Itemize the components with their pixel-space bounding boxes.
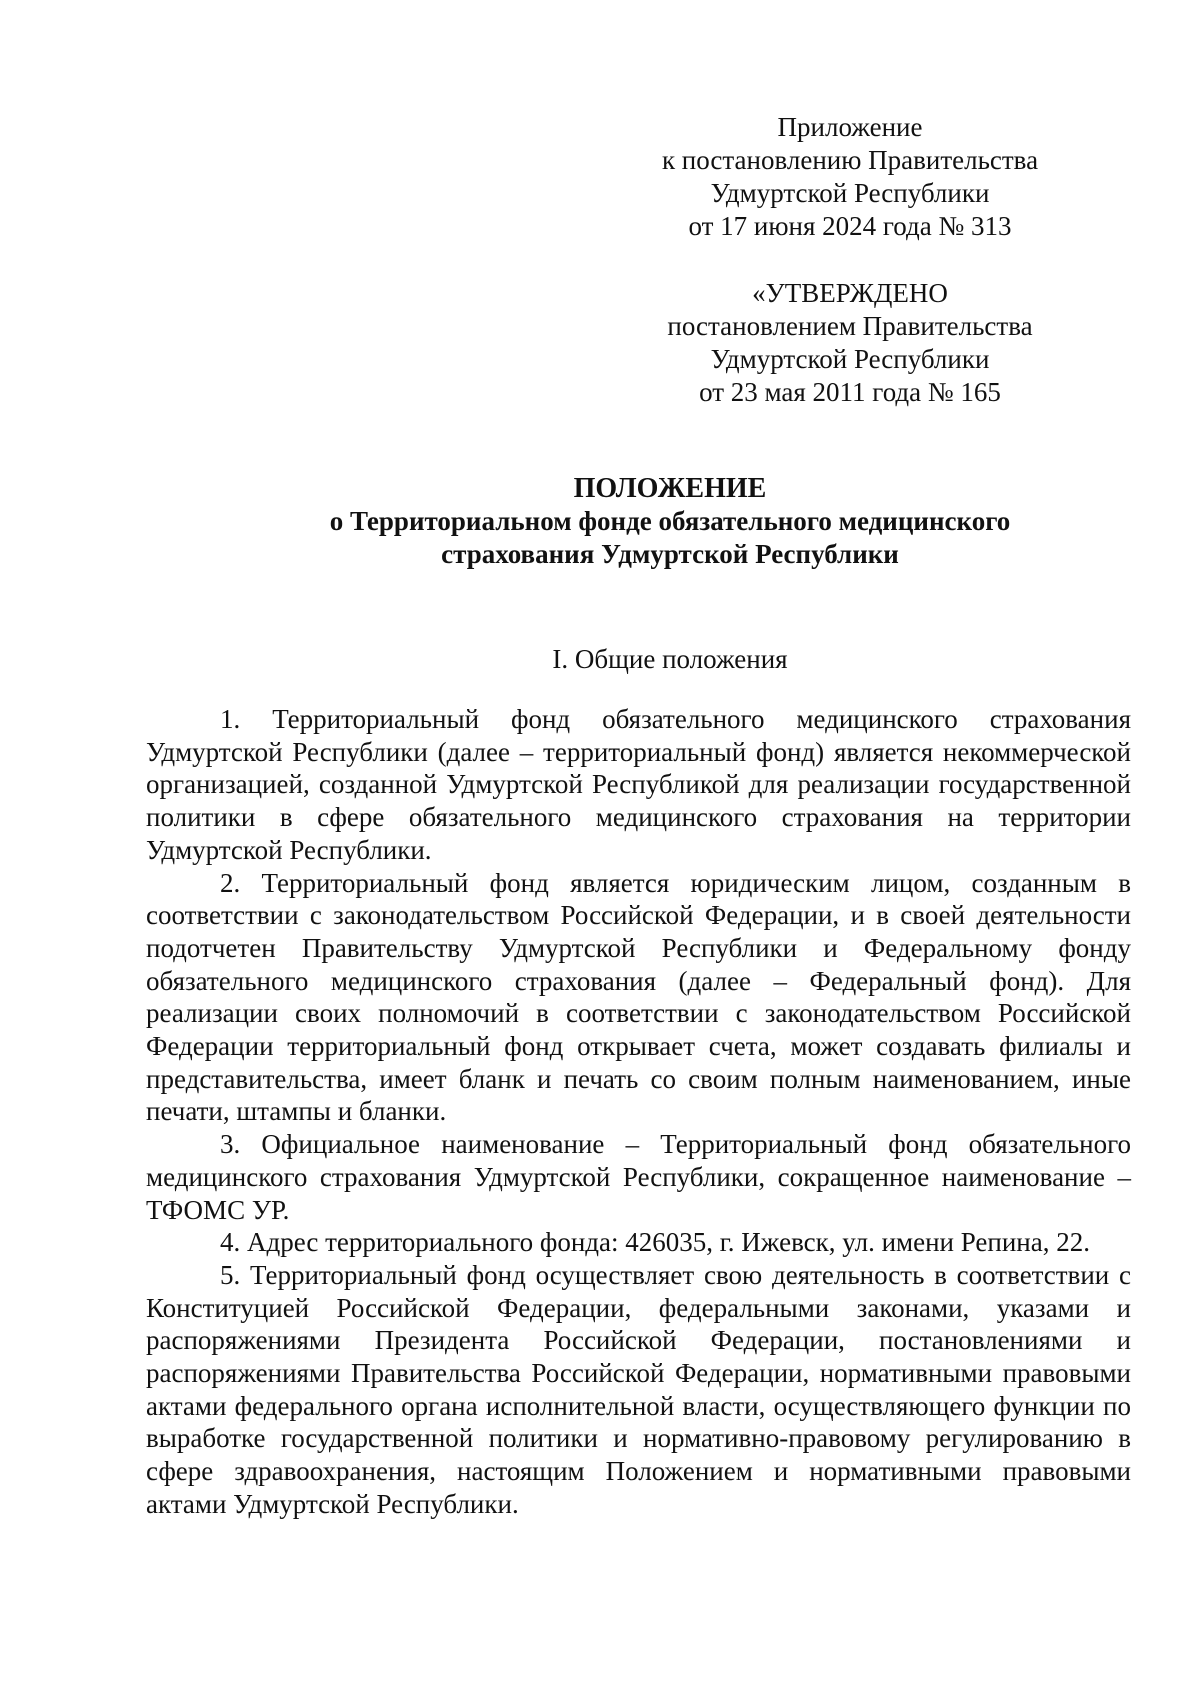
section-heading: I. Общие положения (552, 644, 788, 674)
appendix-line: от 17 июня 2024 года № 313 (688, 211, 1012, 241)
title-main: ПОЛОЖЕНИЕ (573, 473, 767, 504)
section-body (146, 703, 1131, 1521)
paragraph-4: 4. Адрес территориального фонда: 426035, г. Ижевск, ул. имени Репина, 22. (220, 1227, 1090, 1258)
appendix-line: Приложение (777, 112, 923, 142)
title-line: о Территориальном фонде обязательного медицинского (329, 506, 1011, 536)
approved-line: от 23 мая 2011 года № 165 (699, 377, 1001, 407)
paragraph-3: 3. Официальное наименование – Территориальный фонд обязательного медицинского страхования Удмуртской Республики, сокращенное наименование – ТФОМС УР. (146, 1129, 1131, 1225)
approved-line: Удмуртской Республики (710, 344, 990, 374)
paragraph-1: 1. Территориальный фонд обязательного медицинского страхования Удмуртской Республики (далее – территориальный фонд) является некоммерческой организацией, созданной Удмуртской Республикой для реализации государственной политики в сфере обязательного медицинского страхования на территории Удмуртской Республики. (146, 704, 1131, 865)
appendix-block (620, 111, 1080, 243)
appendix-line: Удмуртской Республики (710, 178, 990, 208)
paragraph-5: 5. Территориальный фонд осуществляет свою деятельность в соответствии с Конституцией Российской Федерации, федеральными законами, указами и распоряжениями Президента Российской Федерации, постановлениями и распоряжениями Правительства Российской Федерации, нормативными правовыми актами федерального органа исполнительной власти, осуществляющего функции по выработке государственной политики и нормативно-правовому регулированию в сфере здравоохранения, настоящим Положением и нормативными правовыми актами Удмуртской Республики. (146, 1259, 1131, 1519)
title-line: страхования Удмуртской Республики (441, 539, 899, 569)
document-title (140, 472, 1200, 571)
approved-block (620, 277, 1080, 409)
approved-line: «УТВЕРЖДЕНО (752, 278, 948, 308)
paragraph-2: 2. Территориальный фонд является юридическим лицом, созданным в соответствии с законодательством Российской Федерации, и в своей деятельности подотчетен Правительству Удмуртской Республики и Федеральному фонду обязательного медицинского страхования (далее – Федеральный фонд). Для реализации своих полномочий в соответствии с законодательством Российской Федерации территориальный фонд открывает счета, может создавать филиалы и представительства, имеет бланк и печать со своим полным наименованием, иные печати, штампы и бланки. (146, 867, 1131, 1127)
appendix-line: к постановлению Правительства (661, 145, 1039, 175)
approved-line: постановлением Правительства (667, 311, 1033, 341)
